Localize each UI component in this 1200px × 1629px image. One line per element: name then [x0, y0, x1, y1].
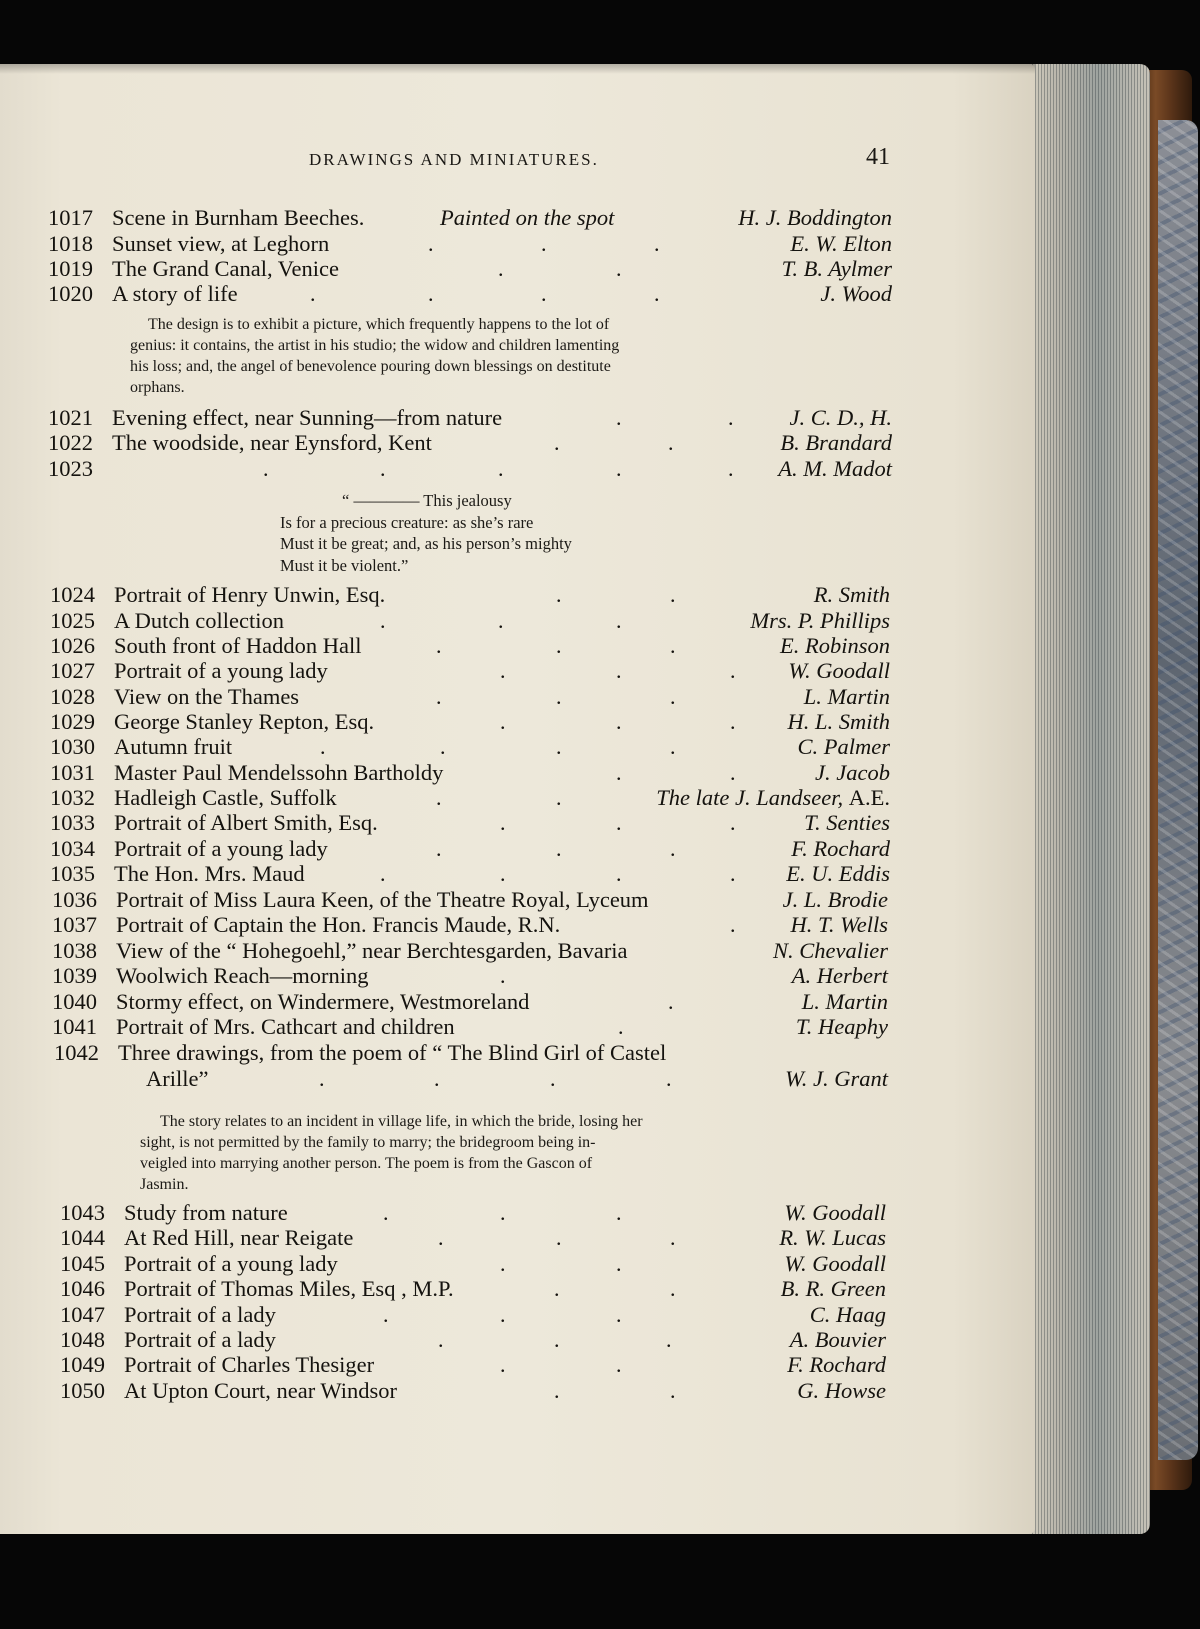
entry-artist: F. Rochard [787, 1352, 886, 1377]
entry-title: Three drawings, from the poem of “ The Blind Girl of Castel [118, 1040, 667, 1065]
entry-artist: A. M. Madot [778, 456, 892, 481]
entry-number: 1019 [48, 256, 93, 281]
entry-number: 1025 [50, 608, 95, 633]
entry-number: 1031 [50, 760, 95, 785]
quote-line: “ ———— This jealousy [342, 491, 512, 510]
list-item: 1040 Stormy effect, on Windermere, Westmoreland . L. Martin [52, 989, 888, 1014]
entry-number: 1036 [52, 887, 97, 912]
list-item: 1019 The Grand Canal, Venice . . T. B. Aylmer [48, 256, 892, 281]
list-item: 1048 Portrait of a lady . . . A. Bouvier [60, 1327, 886, 1352]
note-line: The design is to exhibit a picture, which frequently happens to the lot of [148, 316, 610, 333]
list-item [52, 938, 888, 964]
list-item: 1039 Woolwich Reach—morning . A. Herbert [52, 963, 888, 988]
list-item: 1049 Portrait of Charles Thesiger . . F. Rochard [60, 1352, 886, 1377]
entry-number: 1045 [60, 1251, 105, 1276]
list-item: 1046 Portrait of Thomas Miles, Esq , M.P. . . B. R. Green [60, 1276, 886, 1301]
artist-prefix: The late [656, 785, 730, 810]
entry-artist: W. Goodall [784, 1251, 886, 1276]
list-item: 1026 South front of Haddon Hall . . . E. Robinson [50, 633, 890, 658]
entry-title: Stormy effect, on Windermere, Westmoreland [116, 989, 530, 1014]
note-line: The story relates to an incident in village life, in which the bride, losing her [160, 1113, 643, 1130]
entry-artist: W. J. Grant [785, 1066, 888, 1091]
entry-number: 1030 [50, 734, 95, 759]
list-item: 1032 Hadleigh Castle, Suffolk . . The late J. Landseer, A.E. [50, 785, 890, 810]
page-fore-edge [1020, 64, 1150, 1534]
entry-number: 1021 [48, 405, 93, 430]
list-item: 1037 Portrait of Captain the Hon. Francis Maude, R.N. . H. T. Wells [52, 912, 888, 937]
entry-artist: T. Heaphy [795, 1014, 888, 1039]
entry-number: 1029 [50, 709, 95, 734]
entry-artist: C. Haag [809, 1302, 886, 1327]
entry-number: 1017 [48, 205, 93, 230]
entry-title: The Grand Canal, Venice [112, 256, 339, 281]
entry-artist: J. C. D., H. [789, 405, 892, 430]
entry-number: 1038 [52, 938, 97, 963]
entry-title: Portrait of Mrs. Cathcart and children [116, 1014, 455, 1039]
entry-number: 1023 [48, 456, 93, 481]
entry-number: 1047 [60, 1302, 105, 1327]
marbled-edge [1158, 120, 1198, 1460]
entry-number: 1024 [50, 582, 95, 607]
entry-title: South front of Haddon Hall [114, 633, 362, 658]
entry-artist: W. Goodall [784, 1200, 886, 1225]
list-item: 1023 . . . . . A. M. Madot [48, 456, 892, 481]
entry-number: 1034 [50, 836, 95, 861]
running-head-title: DRAWINGS AND MINIATURES. [309, 150, 599, 169]
entry-artist: H. J. Boddington [738, 205, 892, 230]
entry-title: View on the Thames [114, 684, 300, 709]
artist-suffix: A.E. [848, 785, 890, 810]
entry-number: 1040 [52, 989, 97, 1014]
entry-title: The woodside, near Eynsford, Kent [112, 430, 432, 455]
entry-artist: A. Bouvier [789, 1327, 886, 1352]
entry-number: 1027 [50, 658, 95, 683]
entry-number: 1050 [60, 1378, 105, 1403]
entry-number: 1022 [48, 430, 93, 455]
note-line: sight, is not permitted by the family to marry; the bridegroom being in- [140, 1134, 596, 1151]
entry-artist: F. Rochard [791, 836, 890, 861]
list-item: 1043 Study from nature . . . W. Goodall [60, 1200, 886, 1225]
entry-quote [280, 490, 700, 576]
list-item: 1029 George Stanley Repton, Esq. . . . H. L. Smith [50, 709, 890, 734]
list-item: 1024 Portrait of Henry Unwin, Esq. . . R. Smith [50, 582, 890, 607]
list-item: 1044 At Red Hill, near Reigate . . . R. W. Lucas [60, 1225, 886, 1250]
list-item-continuation: Arille” . . . . W. J. Grant [146, 1066, 888, 1091]
quote-line: Must it be violent.” [280, 555, 409, 575]
list-item: 1050 At Upton Court, near Windsor . . G. Howse [60, 1378, 886, 1403]
entry-note [140, 1111, 810, 1195]
entry-title: Portrait of a lady [124, 1302, 276, 1327]
entry-title: A Dutch collection [114, 608, 284, 633]
entry-title: At Upton Court, near Windsor [124, 1378, 398, 1403]
page-shadow [0, 64, 1035, 74]
entry-title: Hadleigh Castle, Suffolk [114, 785, 337, 810]
entry-number: 1037 [52, 912, 97, 937]
list-item: 1018 Sunset view, at Leghorn . . . E. W. Elton [48, 231, 892, 256]
entry-title: The Hon. Mrs. Maud [114, 861, 305, 886]
list-item: 1021 Evening effect, near Sunning—from nature . . J. C. D., H. [48, 405, 892, 430]
entry-title-continuation: Arille” [146, 1066, 209, 1091]
entry-title: Scene in Burnham Beeches. [112, 205, 365, 230]
list-item: 1045 Portrait of a young lady . . W. Goodall [60, 1251, 886, 1276]
entry-title: Portrait of a young lady [114, 836, 328, 861]
note-line: Jasmin. [140, 1176, 189, 1193]
entry-artist: E. W. Elton [790, 231, 892, 256]
entry-artist: J. Jacob [815, 760, 890, 785]
running-head [50, 144, 890, 180]
entry-title: Portrait of a young lady [124, 1251, 338, 1276]
entry-number: 1018 [48, 231, 93, 256]
entry-number: 1043 [60, 1200, 105, 1225]
entry-title: Portrait of a young lady [114, 658, 328, 683]
entry-number: 1046 [60, 1276, 105, 1301]
list-item: 1020 A story of life . . . . J. Wood [48, 281, 892, 306]
list-item: 1025 A Dutch collection . . . Mrs. P. Phillips [50, 608, 890, 633]
entry-note [130, 314, 810, 398]
list-item: 1027 Portrait of a young lady . . . W. Goodall [50, 658, 890, 683]
entry-title: Portrait of Charles Thesiger [124, 1352, 375, 1377]
entry-number: 1041 [52, 1014, 97, 1039]
entry-artist: R. W. Lucas [779, 1225, 886, 1250]
entry-artist: C. Palmer [797, 734, 890, 759]
entry-number: 1033 [50, 810, 95, 835]
note-line: genius: it contains, the artist in his studio; the widow and children lamenting [130, 337, 620, 354]
list-item: 1047 Portrait of a lady . . . C. Haag [60, 1302, 886, 1327]
entry-artist: J. Wood [820, 281, 892, 306]
entry-artist: T. Senties [804, 810, 890, 835]
entry-number: 1020 [48, 281, 93, 306]
entry-title: Autumn fruit [114, 734, 233, 759]
entry-artist: Mrs. P. Phillips [750, 608, 890, 633]
entry-title: Portrait of a lady [124, 1327, 276, 1352]
list-item: 1033 Portrait of Albert Smith, Esq. . . . T. Senties [50, 810, 890, 835]
entry-artist: R. Smith [813, 582, 890, 607]
entry-artist-group [656, 785, 890, 811]
entry-number: 1044 [60, 1225, 105, 1250]
entry-title: Portrait of Henry Unwin, Esq. [114, 582, 386, 607]
entry-artist: L. Martin [803, 684, 890, 709]
entry-title: Portrait of Captain the Hon. Francis Maude, R.N. [116, 912, 561, 937]
entry-artist: A. Herbert [791, 963, 888, 988]
entry-title: Portrait of Albert Smith, Esq. [114, 810, 378, 835]
page-number: 41 [866, 144, 890, 170]
entry-artist: T. B. Aylmer [781, 256, 892, 281]
list-item: 1022 The woodside, near Eynsford, Kent . . B. Brandard [48, 430, 892, 455]
entry-title: George Stanley Repton, Esq. [114, 709, 375, 734]
entry-title: Woolwich Reach—morning [116, 963, 369, 988]
entry-artist: W. Goodall [788, 658, 890, 683]
list-item: 1041 Portrait of Mrs. Cathcart and children . T. Heaphy [52, 1014, 888, 1039]
list-item [54, 1040, 888, 1066]
entry-artist: H. L. Smith [787, 709, 890, 734]
entry-title: Study from nature [124, 1200, 288, 1225]
entry-number: 1048 [60, 1327, 105, 1352]
entry-number: 1042 [54, 1040, 99, 1065]
list-item [52, 887, 888, 913]
note-line: veigled into marrying another person. The poem is from the Gascon of [140, 1155, 593, 1172]
entry-number: 1032 [50, 785, 95, 810]
quote-line: Must it be great; and, as his person’s mighty [280, 534, 572, 553]
entry-artist: N. Chevalier [773, 938, 888, 963]
list-item: 1034 Portrait of a young lady . . . F. Rochard [50, 836, 890, 861]
entry-number: 1049 [60, 1352, 105, 1377]
note-line: orphans. [130, 379, 185, 396]
entry-number: 1035 [50, 861, 95, 886]
note-line: his loss; and, the angel of benevolence pouring down blessings on destitute [130, 358, 611, 375]
entry-artist: J. Landseer, [735, 785, 844, 810]
entry-title: Evening effect, near Sunning—from nature [112, 405, 503, 430]
list-item: 1031 Master Paul Mendelssohn Bartholdy . . J. Jacob [50, 760, 890, 785]
entry-title: Portrait of Miss Laura Keen, of the Theatre Royal, Lyceum [116, 887, 649, 912]
entry-title: View of the “ Hohegoehl,” near Berchtesgarden, Bavaria [116, 938, 628, 963]
entry-artist: E. U. Eddis [786, 861, 890, 886]
list-item: 1035 The Hon. Mrs. Maud . . . . E. U. Eddis [50, 861, 890, 886]
entry-title: At Red Hill, near Reigate [124, 1225, 354, 1250]
entry-artist: E. Robinson [780, 633, 890, 658]
entry-title: Portrait of Thomas Miles, Esq , M.P. [124, 1276, 454, 1301]
entry-artist: J. L. Brodie [782, 887, 888, 912]
entry-number: 1039 [52, 963, 97, 988]
entry-artist: B. R. Green [780, 1276, 886, 1301]
entry-artist: L. Martin [801, 989, 888, 1014]
entry-title: Master Paul Mendelssohn Bartholdy [114, 760, 444, 785]
quote-line: Is for a precious creature: as she’s rare [280, 512, 534, 532]
list-item: 1028 View on the Thames . . . L. Martin [50, 684, 890, 709]
entry-number: 1028 [50, 684, 95, 709]
entry-number: 1026 [50, 633, 95, 658]
entry-artist: G. Howse [797, 1378, 886, 1403]
entry-title: A story of life [112, 281, 238, 306]
list-item: 1030 Autumn fruit . . . . C. Palmer [50, 734, 890, 759]
entry-subtitle: Painted on the spot [440, 205, 615, 230]
entry-artist: B. Brandard [780, 430, 892, 455]
entry-artist: H. T. Wells [790, 912, 888, 937]
list-item [48, 205, 892, 231]
entry-title: Sunset view, at Leghorn [112, 231, 330, 256]
